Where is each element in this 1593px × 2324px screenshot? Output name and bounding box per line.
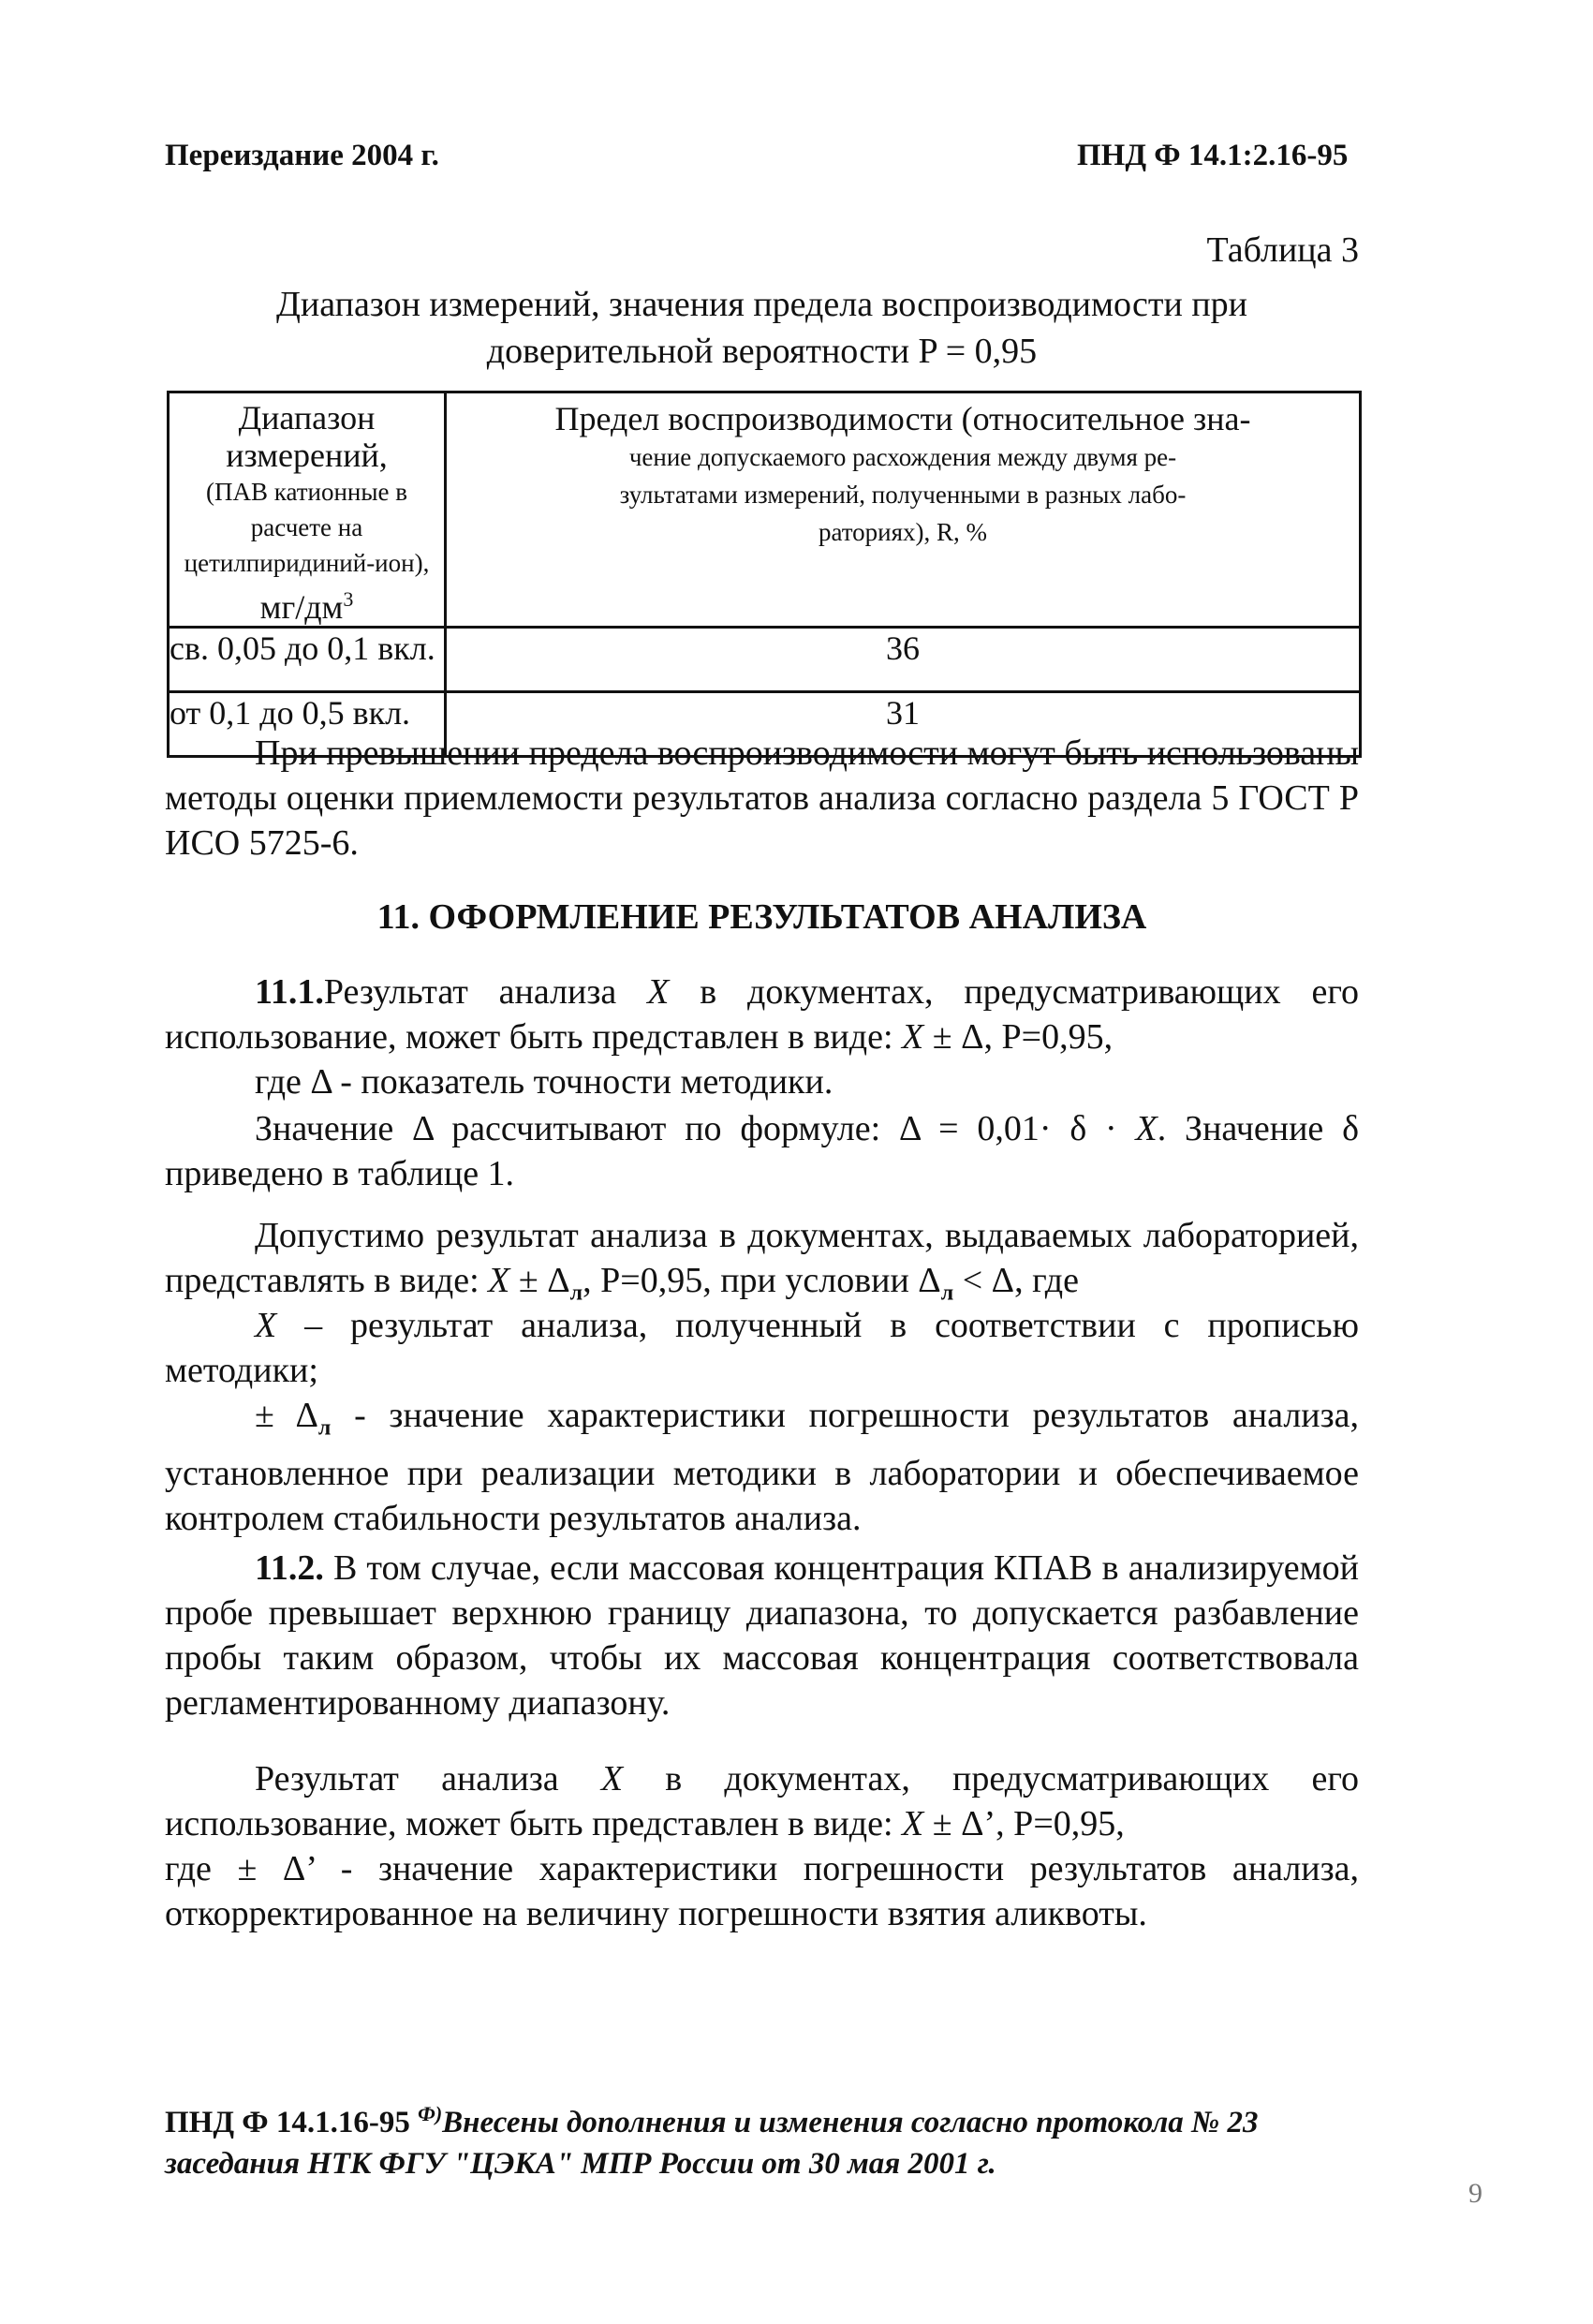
cell-value: 36 [446,628,1361,692]
unit-text: мг/дм [259,588,344,626]
paragraph-after-table [165,731,1359,866]
var-x: X [488,1261,510,1300]
text: В том случае, если массовая концентрация КПАВ в анализируемой пробе превышает верхнюю границу диапазона, то допускается разбавление пробы таким образом, чтобы их массовая концентрация соответствовала регламентированному диапазону. [165,1548,1359,1723]
text: - значение характеристики погрешности результатов анализа, установленное при реализации методики в лаборатории и обеспечиваемое контролем стабильности результатов анализа. [165,1396,1359,1538]
cell-value: 31 [446,692,1361,757]
header-limit [446,392,1361,628]
clause-number: 11.1. [255,972,324,1012]
header-limit-line4: раториях), R, % [818,518,988,546]
var-x: X [902,1804,924,1843]
text: . Значение δ приведено в таблице 1. [165,1109,1359,1193]
subscript: л [569,1280,583,1306]
paragraph-11-2 [165,1546,1359,1725]
header-limit-line2: чение допускаемого расхождения между двумя ре- [628,443,1177,471]
text: где Δ - показатель точности методики. [255,1062,833,1102]
var-x: X [1135,1109,1158,1148]
paragraph-delta-l-def [165,1393,1359,1541]
section-title: 11. ОФОРМЛЕНИЕ РЕЗУЛЬТАТОВ АНАЛИЗА [376,897,1147,937]
header-limit-line3: зультатами измерений, полученными в разных лабо- [619,481,1187,509]
paragraph-11-1 [165,970,1359,1059]
clause-number: 11.2. [255,1548,324,1588]
paragraph-result [165,1756,1359,1846]
after-table-text: При превышении предела воспроизводимости могут быть использованы методы оценки приемлемости результатов анализа согласно раздела 5 ГОСТ Р ИСО 5725-6. [165,733,1359,863]
header-range [169,392,446,628]
footnote [165,2094,1359,2184]
text: Результат анализа [323,972,648,1012]
unit-sup: 3 [343,587,354,611]
text: ± Δ [255,1396,318,1435]
footnote-text: Внесены дополнения и изменения согласно протокола № 23 заседания НТК ФГУ "ЦЭКА" МПР России от 30 мая 2001 г. [165,2106,1259,2181]
header-limit-line1: Предел воспроизводимости (относительное зна- [554,400,1251,437]
var-x: X [647,972,670,1012]
text: в документах, предусматривающих его использование, может быть представлен в виде: [165,972,1359,1057]
paragraph-allowed [165,1213,1359,1316]
cell-range: от 0,1 до 0,5 вкл. [169,692,446,757]
header-range-unit [170,581,444,626]
subscript: л [317,1415,332,1441]
cell-range: св. 0,05 до 0,1 вкл. [169,628,446,692]
text: < Δ, где [953,1261,1079,1300]
text: , P=0,95, при условии Δ [583,1261,941,1300]
header-left: Переиздание 2004 г. [165,139,439,172]
text: Результат анализа [255,1759,601,1799]
text: в документах, предусматривающих его использование, может быть представлен в виде: [165,1759,1359,1843]
var-x: X [600,1759,624,1799]
text: Значение Δ рассчитывают по формуле: Δ = 0,01· δ · [255,1109,1136,1148]
text: – результат анализа, полученный в соответствии с прописью методики; [165,1306,1359,1390]
table-header-row [169,392,1361,628]
header-range-line2: (ПАВ катионные в расчете на [205,478,407,541]
text: Допустимо результат анализа в документах, выдаваемых лабораторией, представлять в виде: [165,1216,1359,1300]
table-caption: Диапазон измерений, значения предела воспроизводимости при доверительной вероятности P = 0,95 [275,285,1247,371]
header-range-line1: Диапазон измерений, [226,399,388,474]
header-range-line3: цетилпиридиний-ион), [184,549,430,577]
table-row [169,628,1361,692]
footnote-mark: Ф) [418,2102,443,2125]
paragraph-formula [165,1106,1359,1196]
text: где ± Δ’ - значение характеристики погрешности результатов анализа, откорректированное на величину погрешности взятия аликвоты. [165,1849,1359,1933]
subscript: л [940,1280,954,1306]
table-number: Таблица 3 [1206,230,1359,270]
text: ± Δ [509,1261,570,1300]
header-right: ПНД Ф 14.1:2.16-95 [1077,139,1349,172]
footnote-code: ПНД Ф 14.1.16-95 [165,2106,410,2139]
paragraph-delta-prime-def [165,1846,1359,1936]
paragraph-x-def [165,1303,1359,1393]
page-number: 9 [1468,2178,1482,2209]
var-x: X [255,1306,277,1345]
paragraph-delta [165,1059,1359,1104]
var-x: X [902,1017,924,1057]
table-3 [167,391,1362,758]
text: ± Δ, P=0,95, [923,1017,1114,1057]
text: ± Δ’, P=0,95, [923,1804,1125,1843]
